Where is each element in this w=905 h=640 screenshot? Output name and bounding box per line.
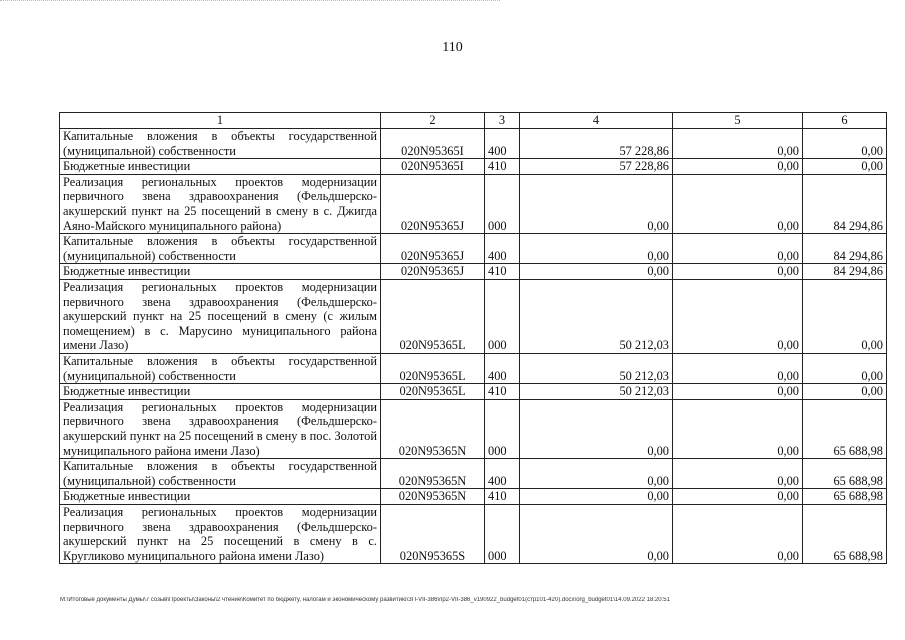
row-code-cell: 020N95365J bbox=[381, 234, 485, 264]
table-row bbox=[60, 504, 887, 563]
row-type-cell: 400 bbox=[485, 234, 520, 264]
table-row bbox=[60, 384, 887, 400]
table-row bbox=[60, 399, 887, 458]
row-amount-col4: 0,00 bbox=[520, 264, 673, 280]
row-type-cell: 000 bbox=[485, 399, 520, 458]
row-amount-col4: 0,00 bbox=[520, 459, 673, 489]
row-code-cell: 020N95365N bbox=[381, 489, 485, 505]
header-cell: 2 bbox=[381, 113, 485, 129]
table-row bbox=[60, 489, 887, 505]
row-type-cell: 400 bbox=[485, 129, 520, 159]
row-name-cell: Бюджетные инвестиции bbox=[60, 489, 381, 505]
row-amount-col5: 0,00 bbox=[673, 384, 803, 400]
row-code-cell: 020N95365J bbox=[381, 174, 485, 233]
row-type-cell: 000 bbox=[485, 279, 520, 353]
row-name-cell: Бюджетные инвестиции bbox=[60, 384, 381, 400]
row-type-cell: 410 bbox=[485, 489, 520, 505]
header-cell: 5 bbox=[673, 113, 803, 129]
header-cell: 4 bbox=[520, 113, 673, 129]
row-amount-col6: 0,00 bbox=[803, 129, 887, 159]
row-type-cell: 400 bbox=[485, 459, 520, 489]
row-code-cell: 020N95365I bbox=[381, 129, 485, 159]
row-name-cell: Бюджетные инвестиции bbox=[60, 159, 381, 175]
row-amount-col5: 0,00 bbox=[673, 129, 803, 159]
row-amount-col6: 84 294,86 bbox=[803, 174, 887, 233]
row-amount-col6: 84 294,86 bbox=[803, 264, 887, 280]
row-amount-col4: 57 228,86 bbox=[520, 129, 673, 159]
row-amount-col5: 0,00 bbox=[673, 504, 803, 563]
row-type-cell: 410 bbox=[485, 264, 520, 280]
row-amount-col6: 0,00 bbox=[803, 279, 887, 353]
row-code-cell: 020N95365N bbox=[381, 399, 485, 458]
row-name-cell: Бюджетные инвестиции bbox=[60, 264, 381, 280]
table-row bbox=[60, 459, 887, 489]
row-amount-col5: 0,00 bbox=[673, 489, 803, 505]
row-code-cell: 020N95365J bbox=[381, 264, 485, 280]
row-code-cell: 020N95365N bbox=[381, 459, 485, 489]
row-code-cell: 020N95365L bbox=[381, 279, 485, 353]
row-name-cell: Капитальные вложения в объекты государственной (муниципальной) собственности bbox=[60, 353, 381, 383]
row-type-cell: 000 bbox=[485, 504, 520, 563]
row-amount-col5: 0,00 bbox=[673, 174, 803, 233]
row-amount-col5: 0,00 bbox=[673, 279, 803, 353]
header-cell: 1 bbox=[60, 113, 381, 129]
table-row bbox=[60, 279, 887, 353]
row-type-cell: 410 bbox=[485, 159, 520, 175]
row-amount-col4: 50 212,03 bbox=[520, 353, 673, 383]
row-amount-col4: 50 212,03 bbox=[520, 384, 673, 400]
row-name-cell: Капитальные вложения в объекты государственной (муниципальной) собственности bbox=[60, 234, 381, 264]
header-cell: 3 bbox=[485, 113, 520, 129]
table-row bbox=[60, 174, 887, 233]
row-amount-col6: 65 688,98 bbox=[803, 459, 887, 489]
table-header-row bbox=[60, 113, 887, 129]
document-path-footer: М:\Итоговые документы Думы\7 созыв\Проекты\Законы\2 чтение\Комитет по бюджету, налогам и экономическому развитию\ЗП-VII-386\пр2-VII-386_v190922_budget01(стр101-420).docx\org_budget01\14.09.2022 18:20:51 bbox=[60, 597, 670, 603]
row-code-cell: 020N95365L bbox=[381, 384, 485, 400]
row-amount-col6: 84 294,86 bbox=[803, 234, 887, 264]
budget-table bbox=[59, 112, 887, 564]
row-amount-col5: 0,00 bbox=[673, 353, 803, 383]
row-code-cell: 020N95365I bbox=[381, 159, 485, 175]
row-name-cell: Реализация региональных проектов модернизации первичного звена здравоохранения (Фельдшерско-акушерский пункт на 25 посещений в смену в пос. Золотой муниципального района имени Лазо) bbox=[60, 399, 381, 458]
row-type-cell: 410 bbox=[485, 384, 520, 400]
row-amount-col6: 65 688,98 bbox=[803, 399, 887, 458]
row-amount-col6: 0,00 bbox=[803, 353, 887, 383]
row-amount-col5: 0,00 bbox=[673, 234, 803, 264]
row-amount-col4: 0,00 bbox=[520, 234, 673, 264]
table-row bbox=[60, 159, 887, 175]
scan-artifact-line bbox=[0, 0, 500, 3]
budget-table-body bbox=[60, 113, 887, 564]
row-name-cell: Реализация региональных проектов модернизации первичного звена здравоохранения (Фельдшерско-акушерский пункт на 25 посещений в смену в с. Кругликово муниципального района имени Лазо) bbox=[60, 504, 381, 563]
row-type-cell: 000 bbox=[485, 174, 520, 233]
row-name-cell: Капитальные вложения в объекты государственной (муниципальной) собственности bbox=[60, 459, 381, 489]
table-row bbox=[60, 129, 887, 159]
table-row bbox=[60, 234, 887, 264]
row-type-cell: 400 bbox=[485, 353, 520, 383]
row-amount-col5: 0,00 bbox=[673, 459, 803, 489]
row-amount-col6: 0,00 bbox=[803, 384, 887, 400]
row-amount-col6: 65 688,98 bbox=[803, 489, 887, 505]
page-number: 110 bbox=[442, 40, 463, 55]
row-amount-col4: 0,00 bbox=[520, 489, 673, 505]
row-amount-col4: 57 228,86 bbox=[520, 159, 673, 175]
table-row bbox=[60, 264, 887, 280]
row-amount-col4: 50 212,03 bbox=[520, 279, 673, 353]
row-amount-col6: 65 688,98 bbox=[803, 504, 887, 563]
row-code-cell: 020N95365S bbox=[381, 504, 485, 563]
row-amount-col6: 0,00 bbox=[803, 159, 887, 175]
row-name-cell: Капитальные вложения в объекты государственной (муниципальной) собственности bbox=[60, 129, 381, 159]
row-amount-col5: 0,00 bbox=[673, 399, 803, 458]
table-row bbox=[60, 353, 887, 383]
row-amount-col4: 0,00 bbox=[520, 504, 673, 563]
row-amount-col5: 0,00 bbox=[673, 264, 803, 280]
row-name-cell: Реализация региональных проектов модернизации первичного звена здравоохранения (Фельдшерско-акушерский пункт на 25 посещений в смену в с. Джигда Аяно-Майского муниципального района) bbox=[60, 174, 381, 233]
row-amount-col5: 0,00 bbox=[673, 159, 803, 175]
row-amount-col4: 0,00 bbox=[520, 174, 673, 233]
header-cell: 6 bbox=[803, 113, 887, 129]
row-amount-col4: 0,00 bbox=[520, 399, 673, 458]
row-name-cell: Реализация региональных проектов модернизации первичного звена здравоохранения (Фельдшерско-акушерский пункт на 25 посещений в смену (с жилым помещением) в с. Марусино муниципального района имени Лазо) bbox=[60, 279, 381, 353]
row-code-cell: 020N95365L bbox=[381, 353, 485, 383]
